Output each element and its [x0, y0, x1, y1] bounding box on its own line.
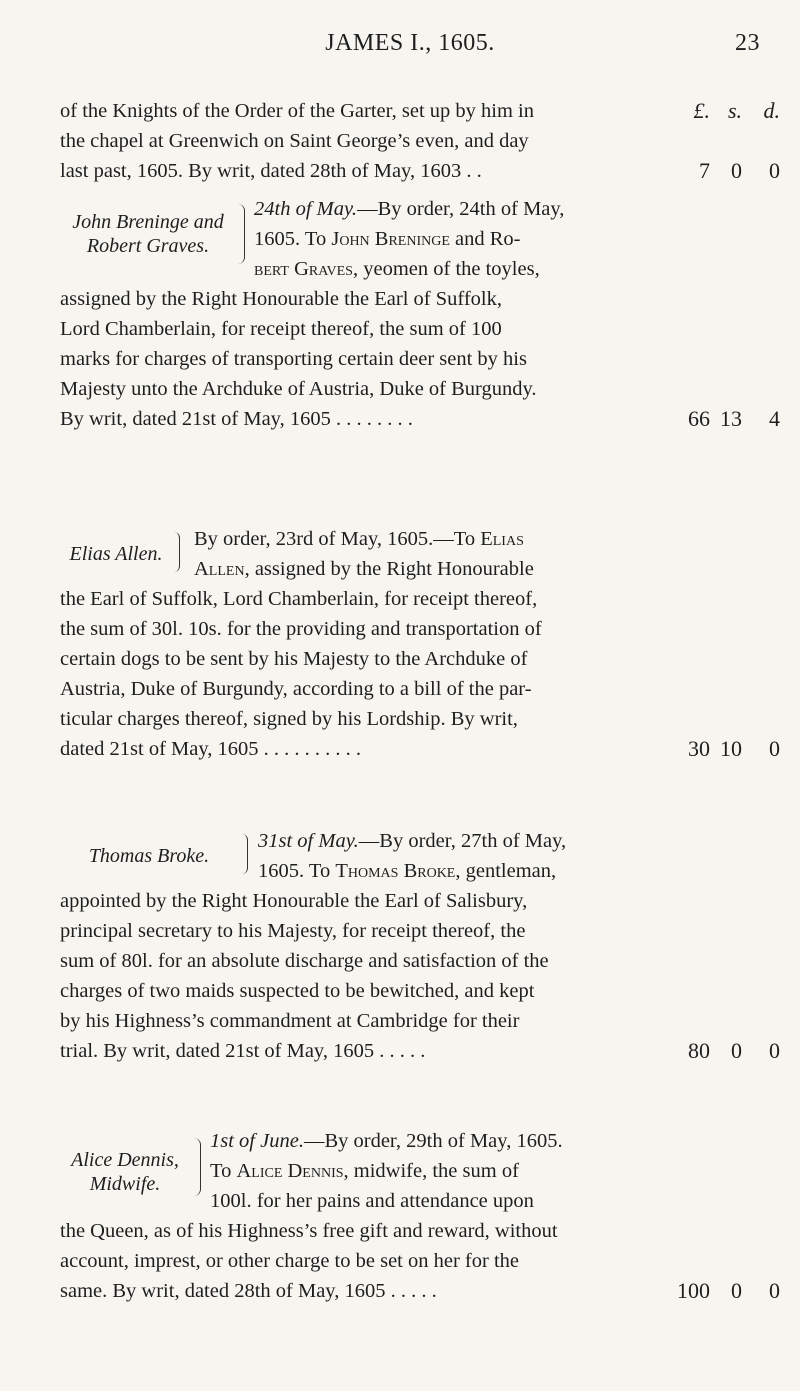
text-line: 1605. To John Breninge and Ro-: [254, 228, 521, 250]
text-line: trial. By writ, dated 21st of May, 1605 . . . . .: [60, 1040, 426, 1062]
text-line: By writ, dated 21st of May, 1605 . . . . . . . .: [60, 408, 413, 430]
text-line: Allen, assigned by the Right Honourable: [194, 558, 534, 580]
amount-pounds: 66: [688, 406, 710, 431]
text-line: principal secretary to his Majesty, for receipt thereof, the: [60, 920, 526, 942]
text-line: dated 21st of May, 1605 . . . . . . . . . .: [60, 738, 362, 760]
text-line: last past, 1605. By writ, dated 28th of May, 1603 . .: [60, 160, 482, 182]
text-line: of the Knights of the Order of the Garter, set up by him in: [60, 100, 534, 122]
currency-headings: [660, 96, 780, 126]
text-line: Austria, Duke of Burgundy, according to a bill of the par-: [60, 678, 532, 700]
text-line: By order, 23rd of May, 1605.—To Elias: [194, 528, 524, 550]
text-line: the Queen, as of his Highness’s free gift and reward, without: [60, 1220, 558, 1242]
amount: [660, 156, 780, 186]
amount-shillings: 13: [720, 406, 742, 431]
text-line: the sum of 30l. 10s. for the providing and transportation of: [60, 618, 542, 640]
amount-pence: 4: [769, 406, 780, 431]
amount: [660, 404, 780, 434]
amount-pounds: 30: [688, 736, 710, 761]
brace: [194, 1138, 201, 1196]
text-line: assigned by the Right Honourable the Earl of Suffolk,: [60, 288, 503, 310]
text-line: bert Graves, yeomen of the toyles,: [254, 258, 540, 280]
shillings-heading: s.: [727, 98, 742, 123]
margin-note: John Breninge and Robert Graves.: [72, 211, 224, 257]
amount-pounds: 80: [688, 1038, 710, 1063]
text-line: ticular charges thereof, signed by his Lordship. By writ,: [60, 708, 518, 730]
amount: [660, 734, 780, 764]
text-line: marks for charges of transporting certain deer sent by his: [60, 348, 527, 370]
amount-pence: 0: [769, 1278, 780, 1303]
text-line: certain dogs to be sent by his Majesty to the Archduke of: [60, 648, 528, 670]
amount-shillings: 10: [720, 736, 742, 761]
text-line: Lord Chamberlain, for receipt thereof, the sum of 100: [60, 318, 502, 340]
amount-shillings: 0: [731, 1278, 742, 1303]
running-header: [60, 30, 760, 60]
text-line: charges of two maids suspected to be bewitched, and kept: [60, 980, 535, 1002]
amount: [660, 1036, 780, 1066]
text-line: 1st of June.—By order, 29th of May, 1605.: [210, 1130, 563, 1152]
amount-pence: 0: [769, 1038, 780, 1063]
amount-pounds: 7: [699, 158, 710, 183]
text-line: the chapel at Greenwich on Saint George’s even, and day: [60, 130, 529, 152]
text-line: 31st of May.—By order, 27th of May,: [258, 830, 567, 852]
amount-pence: 0: [769, 158, 780, 183]
text-line: same. By writ, dated 28th of May, 1605 . . . . .: [60, 1280, 437, 1302]
pounds-heading: £.: [693, 98, 710, 123]
margin-note: Alice Dennis, Midwife.: [71, 1149, 179, 1195]
margin-note: Thomas Broke.: [88, 845, 210, 867]
running-title: JAMES I., 1605.: [325, 30, 495, 56]
text-line: account, imprest, or other charge to be set on her for the: [60, 1250, 519, 1272]
brace: [242, 834, 248, 874]
text-line: the Earl of Suffolk, Lord Chamberlain, for receipt thereof,: [60, 588, 538, 610]
text-line: 24th of May.—By order, 24th of May,: [254, 198, 565, 220]
text-line: appointed by the Right Honourable the Earl of Salisbury,: [60, 890, 528, 912]
text-line: 100l. for her pains and attendance upon: [210, 1190, 534, 1212]
brace: [238, 204, 245, 264]
brace: [174, 532, 180, 572]
amount-shillings: 0: [731, 1038, 742, 1063]
margin-note: Elias Allen.: [69, 543, 163, 565]
amount-pounds: 100: [677, 1278, 710, 1303]
amount-shillings: 0: [731, 158, 742, 183]
page-number: 23: [735, 30, 760, 56]
text-line: by his Highness’s commandment at Cambridge for their: [60, 1010, 520, 1032]
text-line: To Alice Dennis, midwife, the sum of: [210, 1160, 519, 1182]
text-line: sum of 80l. for an absolute discharge and satisfaction of the: [60, 950, 549, 972]
pence-heading: d.: [763, 98, 780, 123]
text-line: Majesty unto the Archduke of Austria, Duke of Burgundy.: [60, 378, 537, 400]
text-line: 1605. To Thomas Broke, gentleman,: [258, 860, 557, 882]
amount: [660, 1276, 780, 1306]
amount-pence: 0: [769, 736, 780, 761]
